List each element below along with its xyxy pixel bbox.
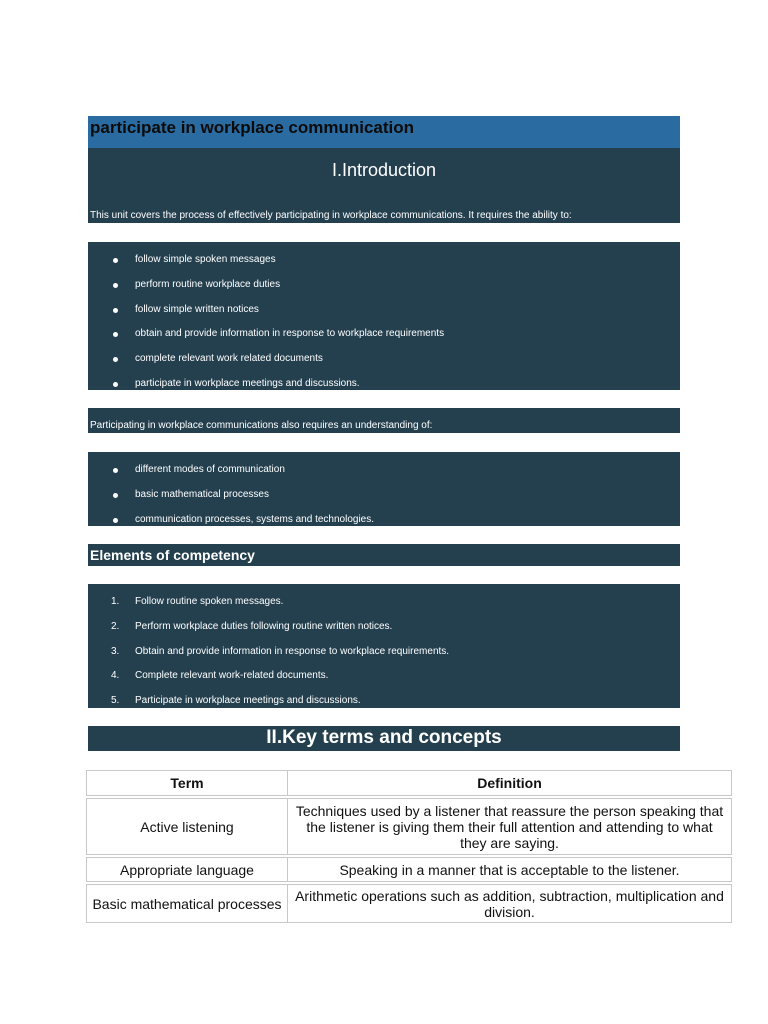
elements-list-box xyxy=(88,584,680,708)
definition-cell: Speaking in a manner that is acceptable to the listener. xyxy=(288,858,732,882)
introduction-text: This unit covers the process of effectively participating in workplace communications. It requires the ability to: xyxy=(90,210,572,221)
term-cell: Basic mathematical processes xyxy=(87,885,288,923)
list-item: communication processes, systems and technologies. xyxy=(88,514,680,539)
understanding-list xyxy=(88,464,680,538)
understanding-text: Participating in workplace communications also requires an understanding of: xyxy=(88,408,680,433)
introduction-heading: I.Introduction xyxy=(331,160,437,180)
document-title: participate in workplace communication xyxy=(88,116,680,148)
bullet-icon xyxy=(113,357,118,362)
elements-heading: Elements of competency xyxy=(88,544,680,566)
definition-column-header: Definition xyxy=(288,771,732,796)
list-item: basic mathematical processes xyxy=(88,489,680,514)
elements-list xyxy=(88,596,680,720)
list-number: 5. xyxy=(111,695,120,707)
bullet-icon xyxy=(113,468,118,473)
term-column-header: Term xyxy=(87,771,288,796)
bullet-icon xyxy=(113,493,118,498)
list-item: follow simple written notices xyxy=(88,304,680,329)
bullet-icon xyxy=(113,518,118,523)
term-cell: Appropriate language xyxy=(87,858,288,882)
list-item: different modes of communication xyxy=(88,464,680,489)
key-terms-heading: II.Key terms and concepts xyxy=(88,726,680,751)
abilities-list-box xyxy=(88,242,680,390)
table-row xyxy=(87,885,732,923)
list-number: 4. xyxy=(111,670,120,682)
list-item: complete relevant work related documents xyxy=(88,353,680,378)
list-item: obtain and provide information in response to workplace requirements xyxy=(88,328,680,353)
list-item: perform routine workplace duties xyxy=(88,279,680,304)
list-number: 2. xyxy=(111,620,120,632)
abilities-list xyxy=(88,254,680,403)
definition-cell: Techniques used by a listener that reassure the person speaking that the listener is giving them their full attention and attending to what they are saying. xyxy=(288,799,732,855)
bullet-icon xyxy=(113,258,118,263)
list-number: 3. xyxy=(111,645,120,657)
term-cell: Active listening xyxy=(87,799,288,855)
bullet-icon xyxy=(113,308,118,313)
table-header-row xyxy=(87,771,732,796)
understanding-list-box xyxy=(88,452,680,526)
list-item: 1. Follow routine spoken messages. xyxy=(111,596,284,607)
list-item: 2. Perform workplace duties following routine written notices. xyxy=(111,620,393,632)
key-terms-table xyxy=(86,770,732,923)
bullet-icon xyxy=(113,283,118,288)
bullet-icon xyxy=(113,332,118,337)
list-item: 4. Complete relevant work-related documents. xyxy=(111,670,329,682)
list-item: 5. Participate in workplace meetings and discussions. xyxy=(111,695,361,707)
definition-cell: Arithmetic operations such as addition, subtraction, multiplication and division. xyxy=(288,885,732,923)
list-item: follow simple spoken messages xyxy=(88,254,680,279)
introduction-section xyxy=(88,148,680,223)
list-item: participate in workplace meetings and discussions. xyxy=(88,378,680,403)
list-item: 3. Obtain and provide information in response to workplace requirements. xyxy=(111,645,450,657)
bullet-icon xyxy=(113,382,118,387)
list-number: 1. xyxy=(111,596,120,607)
table-row xyxy=(87,858,732,882)
table-row xyxy=(87,799,732,855)
